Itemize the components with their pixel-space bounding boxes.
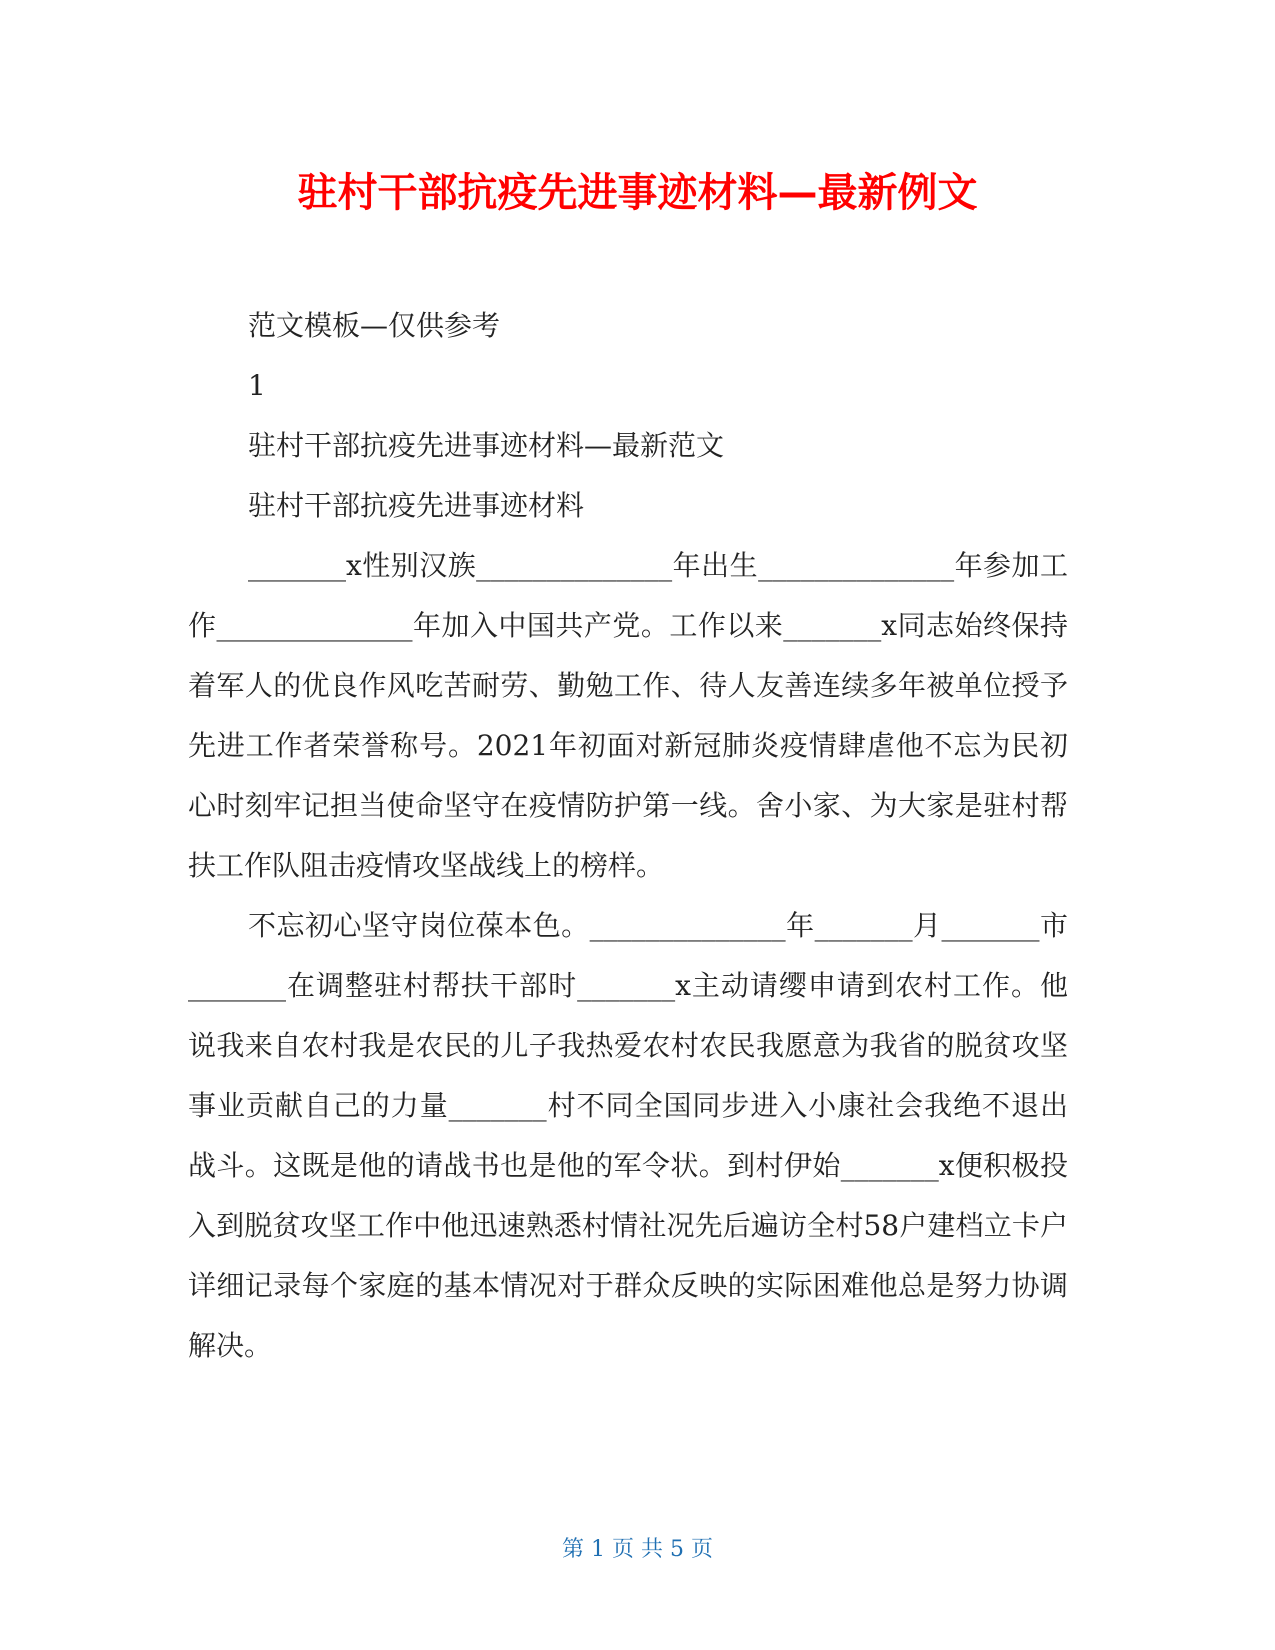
paragraph-intro: _______x性别汉族______________年出生______________年参加工作______________年加入中国共产党。工作以来_______x同志始终保持着军人的优良作风吃苦耐劳、勤勉工作、待人友善连续多年被单位授予先进工作者荣誉称号。2021年初面对新冠肺炎疫情肆虐他不忘为民初心时刻牢记担当使命坚守在疫情防护第一线。舍小家、为大家是驻村帮扶工作队阻击疫情攻坚战线上的榜样。 <box>188 549 1068 882</box>
section-heading: 驻村干部抗疫先进事迹材料 <box>248 489 585 522</box>
template-notice: 范文模板—仅供参考 <box>248 309 501 342</box>
subtitle: 驻村干部抗疫先进事迹材料—最新范文 <box>248 429 725 462</box>
section-number: 1 <box>248 369 266 402</box>
document-title: 驻村干部抗疫先进事迹材料—最新例文 <box>297 170 978 216</box>
document-body <box>188 296 1068 1376</box>
paragraph-original-aspiration: 不忘初心坚守岗位葆本色。______________年_______月_______市_______在调整驻村帮扶干部时_______x主动请缨申请到农村工作。他说我来自农村我是农民的儿子我热爱农村农民我愿意为我省的脱贫攻坚事业贡献自己的力量_______村不同全国同步进入小康社会我绝不退出战斗。这既是他的请战书也是他的军令状。到村伊始_______x便积极投入到脱贫攻坚工作中他迅速熟悉村情社况先后遍访全村58户建档立卡户详细记录每个家庭的基本情况对于群众反映的实际困难他总是努力协调解决。 <box>188 909 1068 1362</box>
page-footer: 第 1 页 共 5 页 <box>562 1537 713 1562</box>
